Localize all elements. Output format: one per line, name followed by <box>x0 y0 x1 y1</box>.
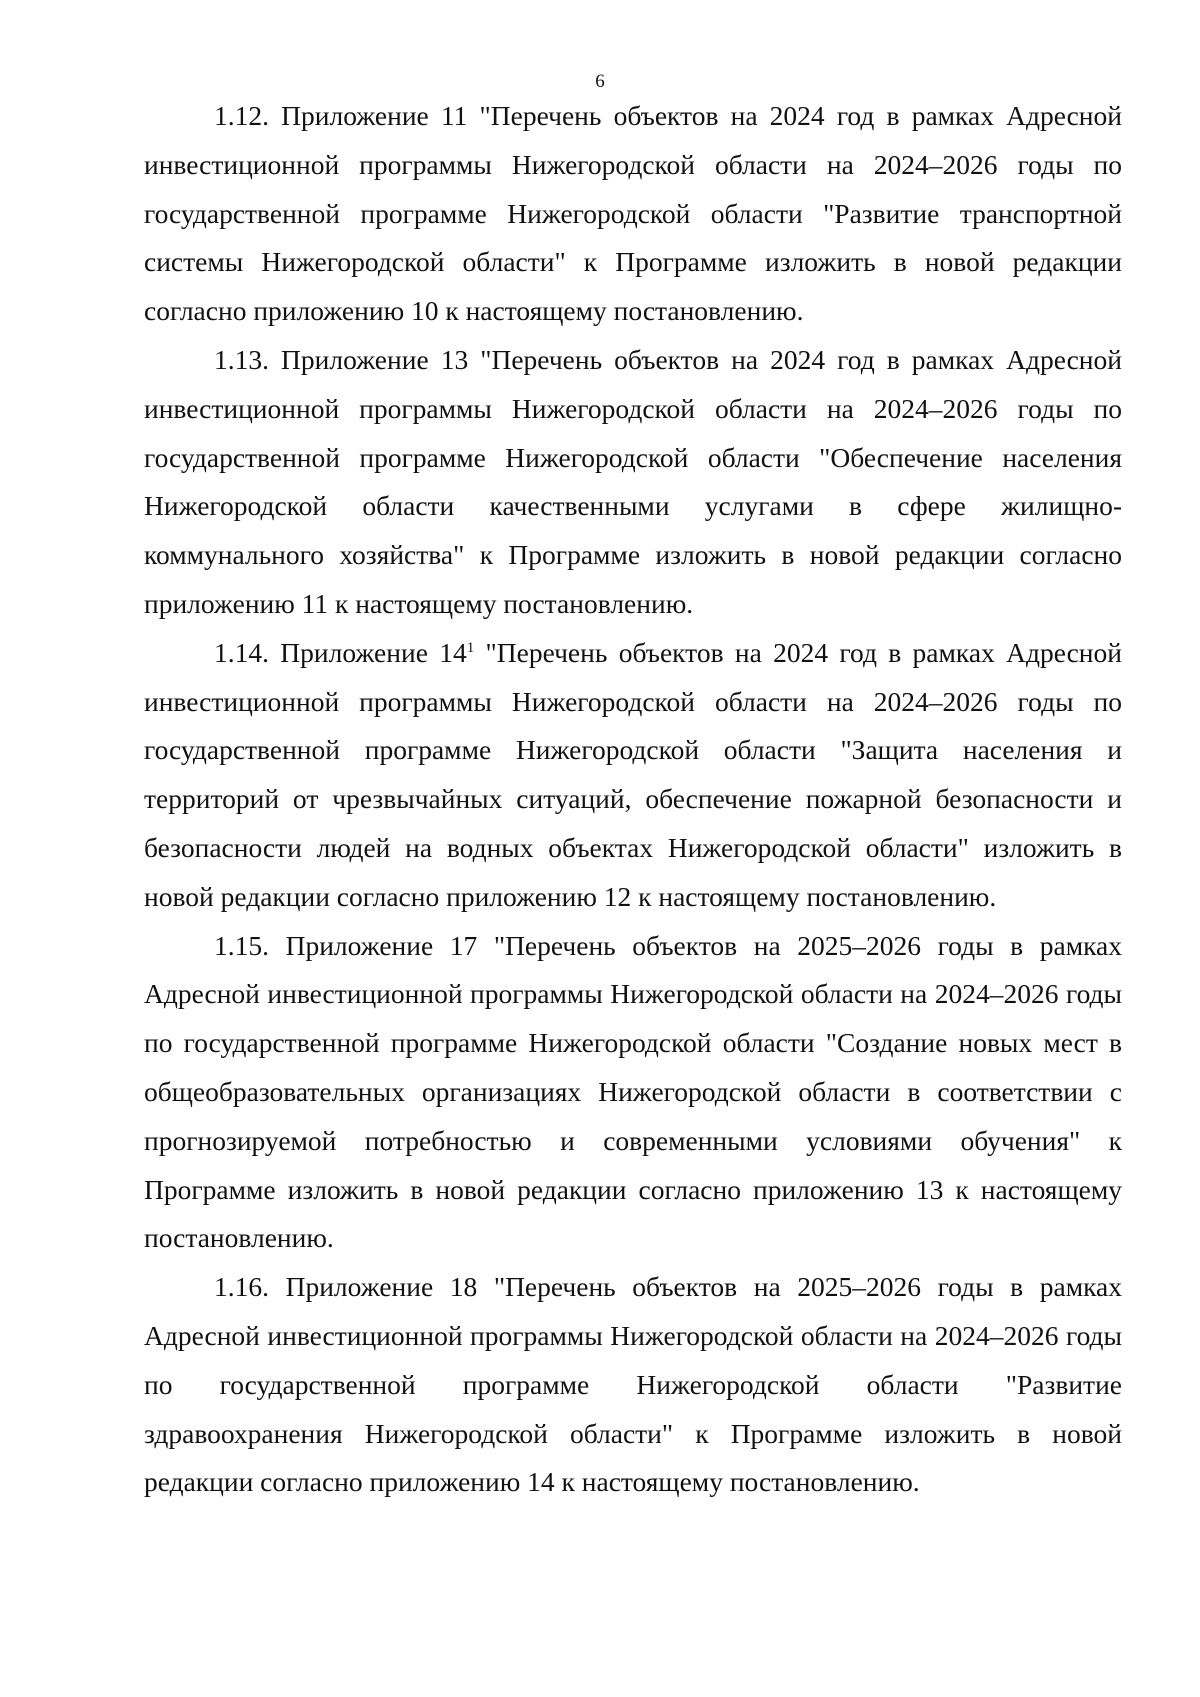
paragraph-text: 1.15. Приложение 17 "Перечень объектов на 2025–2026 годы в рамках Адресной инвестиционной программы Нижегородской области на 2024–2026 годы по государственной программе Нижегородской области "Создание новых мест в общеобразовательных организациях Нижегородской области в соответствии с прогнозируемой потребностью и современными условиями обучения" к Программе изложить в новой редакции согласно приложению 13 к настоящему постановлению. <box>144 929 1122 1254</box>
superscript-index: 1 <box>466 639 475 656</box>
paragraph-text: 1.14. Приложение 14 <box>214 636 467 668</box>
paragraph-text-continued: "Перечень объектов на 2024 год в рамках Адресной инвестиционной программы Нижегородской области на 2024–2026 годы по государственной программе Нижегородской области "Защита населения и территорий от чрезвычайных ситуаций, обеспечение пожарной безопасности и безопасности людей на водных объектах Нижегородской области" изложить в новой редакции согласно приложению 12 к настоящему постановлению. <box>144 636 1122 912</box>
paragraph-text: 1.16. Приложение 18 "Перечень объектов на 2025–2026 годы в рамках Адресной инвестиционной программы Нижегородской области на 2024–2026 годы по государственной программе Нижегородской области "Развитие здравоохранения Нижегородской области" к Программе изложить в новой редакции согласно приложению 14 к настоящему постановлению. <box>144 1271 1122 1498</box>
paragraph-1-14 <box>144 629 1122 922</box>
paragraph-1-15 <box>144 922 1122 1264</box>
paragraph-text: 1.13. Приложение 13 "Перечень объектов на 2024 год в рамках Адресной инвестиционной программы Нижегородской области на 2024–2026 годы по государственной программе Нижегородской области "Обеспечение населения Нижегородской области качественными услугами в сфере жилищно-коммунального хозяйства" к Программе изложить в новой редакции согласно приложению 11 к настоящему постановлению. <box>144 343 1122 619</box>
paragraph-1-12 <box>144 92 1122 336</box>
page-number: 6 <box>595 71 605 92</box>
document-body <box>144 92 1122 1507</box>
paragraph-text: 1.12. Приложение 11 "Перечень объектов на 2024 год в рамках Адресной инвестиционной программы Нижегородской области на 2024–2026 годы по государственной программе Нижегородской области "Развитие транспортной системы Нижегородской области" к Программе изложить в новой редакции согласно приложению 10 к настоящему постановлению. <box>144 100 1122 327</box>
paragraph-1-13 <box>144 336 1122 629</box>
paragraph-1-16 <box>144 1263 1122 1507</box>
